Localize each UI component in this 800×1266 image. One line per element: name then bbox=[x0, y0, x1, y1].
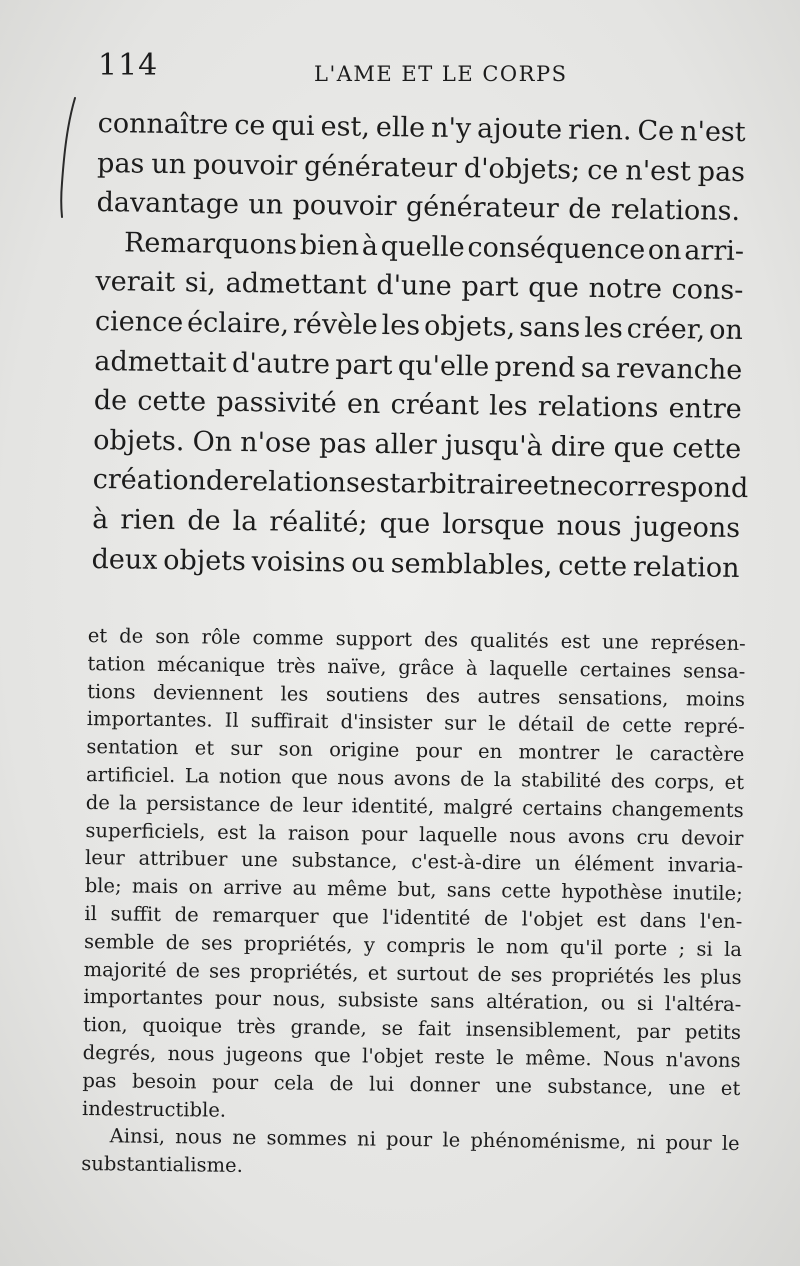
note-text-word: nous bbox=[175, 1125, 223, 1150]
main-text-line bbox=[91, 539, 739, 588]
main-text-word: pas bbox=[96, 147, 145, 180]
main-text-word: arbitraire bbox=[400, 468, 534, 502]
main-text-word: ajoute bbox=[476, 113, 563, 146]
note-text-word: comme bbox=[252, 626, 324, 650]
note-text-word: de bbox=[85, 790, 110, 815]
note-text-word: qu'il bbox=[559, 935, 604, 960]
main-text-word: d'objets; bbox=[463, 152, 581, 186]
main-text-word: rien. bbox=[567, 114, 632, 147]
note-text-word: cette bbox=[501, 879, 552, 903]
note-text-word: substance, bbox=[547, 1074, 654, 1099]
main-text-word: de bbox=[93, 385, 128, 417]
note-text-word: persistance bbox=[146, 791, 261, 816]
main-text-word: générateur bbox=[405, 191, 559, 225]
main-text-word: sa bbox=[580, 352, 611, 384]
main-text-word: jusqu'à bbox=[444, 429, 543, 462]
note-text-word: le bbox=[476, 934, 495, 958]
note-text-word: sentation bbox=[86, 735, 179, 760]
note-text-word: identité, bbox=[351, 794, 435, 819]
note-text-word: Il bbox=[224, 709, 239, 733]
note-text-word: se bbox=[381, 1016, 404, 1041]
note-text-word: donner bbox=[409, 1072, 480, 1097]
note-text-word: quoique bbox=[142, 1013, 223, 1038]
note-text-word: soutiens bbox=[325, 682, 409, 707]
note-text-word: naïve, bbox=[327, 654, 387, 679]
note-text-word: c'est-à-dire bbox=[411, 850, 522, 875]
note-text-word: son bbox=[155, 624, 190, 649]
main-text-word: qui bbox=[271, 110, 315, 143]
note-text-word: de bbox=[585, 713, 611, 737]
main-text-word: Remarquons bbox=[123, 227, 298, 261]
main-text-word: relations. bbox=[610, 194, 741, 228]
main-text-word: bien bbox=[299, 229, 360, 262]
main-text-word: d'une bbox=[376, 270, 452, 303]
note-text-word: la bbox=[118, 791, 138, 815]
note-text-word: dans bbox=[639, 908, 687, 933]
note-text-word: leur bbox=[302, 793, 343, 817]
main-text-word: créant bbox=[390, 389, 480, 422]
note-text-word: élément bbox=[574, 852, 655, 877]
note-text-word: origine bbox=[329, 738, 400, 763]
main-text-word: cience bbox=[94, 305, 184, 339]
main-text-word: pas bbox=[697, 155, 746, 188]
note-text-word: il bbox=[84, 901, 98, 926]
note-text-word: inutile; bbox=[672, 881, 743, 906]
main-text-word: arri- bbox=[684, 234, 745, 267]
note-text-word: mécanique bbox=[156, 652, 266, 677]
note-text-word: en bbox=[477, 739, 503, 764]
main-text-word: objets bbox=[163, 544, 247, 577]
note-text-word: surtout bbox=[396, 961, 469, 986]
main-text-word: ne bbox=[559, 470, 594, 503]
main-text-word: éclaire, bbox=[186, 307, 290, 340]
note-text-word: certains bbox=[522, 796, 603, 821]
note-text-word: but, bbox=[397, 877, 437, 902]
note-text-word: et bbox=[87, 623, 108, 648]
note-text-word: le bbox=[721, 1132, 740, 1156]
note-text-word: le bbox=[442, 1128, 461, 1152]
note-text-word: raison bbox=[287, 821, 350, 845]
main-text-word: admettait bbox=[94, 345, 227, 379]
note-text-word: pour bbox=[415, 739, 462, 763]
note-text-word: de bbox=[329, 1071, 354, 1096]
main-text-word: semblables, bbox=[390, 547, 553, 581]
note-text-word: importantes. bbox=[86, 707, 213, 732]
main-text-word: que bbox=[379, 507, 431, 540]
main-text-word: n'est bbox=[625, 154, 692, 187]
note-text-word: ou bbox=[600, 991, 626, 1015]
note-text-word: et bbox=[720, 1076, 741, 1100]
note-text-word: de bbox=[165, 930, 190, 955]
note-text-word: une bbox=[495, 1073, 533, 1098]
main-text-word: en bbox=[346, 388, 381, 421]
main-text-word: que bbox=[613, 431, 665, 464]
main-text-word: les bbox=[584, 312, 624, 345]
note-text-word: corps, bbox=[654, 769, 716, 794]
note-text-word: cru bbox=[636, 825, 670, 849]
note-text-word: jugeons bbox=[225, 1042, 303, 1067]
note-text-word: nous, bbox=[272, 987, 327, 1012]
note-text-word: grâce bbox=[398, 655, 455, 680]
main-text-word: si, bbox=[184, 267, 217, 300]
note-text-word: la bbox=[493, 767, 512, 792]
note-text-word: si bbox=[636, 992, 654, 1016]
page-header bbox=[98, 48, 740, 88]
main-text-word: relation bbox=[632, 551, 740, 584]
note-text-word: pour bbox=[665, 1131, 712, 1156]
note-text-word: Ainsi, bbox=[109, 1124, 166, 1149]
note-text-word: importantes bbox=[83, 985, 204, 1010]
note-text-word: ses bbox=[208, 959, 241, 983]
note-text-word: superficiels, bbox=[85, 818, 206, 844]
note-text-word: le bbox=[488, 712, 507, 736]
main-text-word: prend bbox=[494, 351, 576, 384]
note-text-word: majorité bbox=[83, 957, 167, 982]
main-text-word: entre bbox=[668, 393, 742, 426]
note-text-word: pour bbox=[361, 821, 408, 846]
note-text-word: avons bbox=[393, 766, 451, 791]
main-text-word: aller bbox=[374, 428, 438, 461]
main-text-word: n'ose bbox=[239, 426, 312, 459]
main-text-word: notre bbox=[588, 273, 663, 306]
main-text-word: n'y bbox=[430, 112, 472, 145]
note-text-word: changements bbox=[611, 797, 744, 822]
note-text-word: laquelle bbox=[489, 656, 569, 681]
main-text-word: à bbox=[91, 503, 109, 536]
note-text-word: fait bbox=[417, 1017, 452, 1041]
note-text-word: propriétés, bbox=[249, 959, 359, 984]
note-text-word: des bbox=[610, 769, 645, 793]
note-text-word: ble; bbox=[84, 874, 122, 898]
note-text-word: très bbox=[236, 1015, 276, 1039]
note-text-word: suffirait bbox=[250, 709, 329, 734]
note-text-word: représen- bbox=[650, 630, 746, 656]
main-text-word: correspond bbox=[592, 471, 749, 505]
note-text-word: l'objet bbox=[521, 907, 584, 932]
note-text-word: grande, bbox=[290, 1015, 367, 1040]
main-text-word: part bbox=[461, 271, 519, 304]
note-text-word: deviennent bbox=[152, 680, 264, 705]
note-text-word: est bbox=[560, 629, 591, 654]
note-text-word: arrive bbox=[223, 875, 283, 900]
note-text-word: degrés, bbox=[82, 1040, 157, 1065]
main-text-word: relations bbox=[537, 391, 659, 425]
note-text-word: La bbox=[184, 764, 210, 788]
note-text-word: au bbox=[292, 876, 317, 900]
note-text-word: par bbox=[636, 1019, 671, 1044]
main-text-word: connaître bbox=[97, 107, 229, 141]
note-text-word: pas bbox=[82, 1068, 117, 1093]
main-text-word: révèle bbox=[292, 308, 378, 341]
note-text-word: avons bbox=[567, 824, 625, 849]
main-text-word: un bbox=[248, 189, 284, 221]
note-text-word: plus bbox=[700, 965, 742, 989]
note-text-word: de bbox=[269, 793, 294, 817]
main-text-word: et bbox=[532, 470, 560, 502]
main-text-word: générateur bbox=[303, 150, 458, 184]
note-text-word: altération, bbox=[486, 990, 590, 1015]
note-text-word: notion bbox=[218, 764, 282, 789]
note-text-word: sans bbox=[430, 989, 475, 1014]
main-text-word: elle bbox=[375, 111, 426, 144]
note-text-word: l'altéra- bbox=[664, 992, 742, 1017]
note-text-word: nous bbox=[337, 766, 385, 790]
note-text-word: reste bbox=[434, 1045, 486, 1069]
note-text-word: un bbox=[535, 851, 561, 876]
note-text-word: caractère bbox=[649, 742, 745, 767]
note-text-word: d'insister bbox=[340, 710, 433, 735]
note-text-word: ni bbox=[636, 1131, 656, 1155]
note-text-word: propriétés bbox=[551, 963, 655, 988]
note-text-word: une bbox=[601, 630, 639, 654]
main-text-word: On bbox=[192, 426, 233, 458]
note-text-word: substantialisme. bbox=[81, 1152, 243, 1178]
main-text-word: à bbox=[361, 230, 379, 262]
note-text-word: pour bbox=[211, 1070, 259, 1094]
note-text-word: Nous bbox=[602, 1047, 655, 1071]
main-text-word: de bbox=[567, 193, 602, 226]
note-text-word: n'avons bbox=[665, 1048, 741, 1072]
main-text-word: passivité bbox=[216, 386, 337, 420]
main-text-word: admettant bbox=[225, 268, 367, 302]
note-text-word: que bbox=[314, 1043, 351, 1068]
main-text-word: rien bbox=[120, 504, 176, 537]
note-text-word: ses bbox=[200, 931, 233, 955]
note-text-word: le bbox=[496, 1045, 515, 1070]
main-text-word: quelle bbox=[380, 230, 465, 263]
main-text-word: ou bbox=[351, 547, 386, 579]
note-text-word: et bbox=[367, 961, 388, 985]
note-text-word: que bbox=[332, 904, 369, 929]
note-text-word: la bbox=[258, 820, 277, 844]
main-text-word: pas bbox=[318, 427, 367, 460]
note-text-word: ses bbox=[510, 962, 543, 987]
main-text-word: pouvoir bbox=[292, 189, 397, 223]
main-text-word: d'autre bbox=[231, 347, 331, 380]
note-text-word: cette bbox=[622, 713, 673, 738]
note-text-word: les bbox=[280, 681, 309, 706]
note-text-word: une bbox=[668, 1075, 706, 1100]
note-text-word: et bbox=[194, 736, 215, 760]
note-text-word: nous bbox=[167, 1041, 215, 1066]
note-text-word: de bbox=[460, 767, 485, 791]
note-text-word: de bbox=[477, 962, 502, 986]
note-text-word: de bbox=[174, 903, 199, 927]
main-text-word: créer, bbox=[626, 313, 706, 346]
note-text-word: indestructible. bbox=[81, 1096, 227, 1122]
note-text-word: le bbox=[615, 741, 634, 765]
note-text-word: leur bbox=[84, 846, 125, 870]
note-text-word: support bbox=[335, 627, 413, 651]
main-text-word: on bbox=[708, 314, 744, 346]
main-text-word: objets, bbox=[423, 310, 516, 343]
note-text-word: très bbox=[276, 654, 316, 678]
main-text-word: est bbox=[359, 468, 401, 500]
main-text-word: Ce bbox=[637, 115, 675, 148]
note-text-word: invaria- bbox=[667, 853, 744, 878]
note-text-word: propriétés, bbox=[243, 931, 353, 957]
main-text-word: la bbox=[232, 505, 258, 538]
note-text-word: l'objet bbox=[361, 1044, 424, 1069]
note-text-word: remarquer bbox=[212, 903, 319, 928]
main-text-word: part bbox=[335, 348, 393, 381]
main-text-word: ce bbox=[587, 154, 619, 186]
note-text-word: la bbox=[723, 937, 743, 961]
note-text-word: subsiste bbox=[337, 988, 419, 1013]
note-text-word: de bbox=[119, 624, 144, 648]
main-text-word: n'est bbox=[679, 116, 746, 149]
note-text-word: autres bbox=[477, 684, 541, 709]
note-text-word: y bbox=[363, 933, 376, 957]
main-text-word: dire bbox=[550, 431, 606, 463]
note-text-word: cela bbox=[273, 1071, 315, 1095]
note-text-word: repré- bbox=[683, 714, 745, 739]
note-text-word: les bbox=[663, 964, 692, 988]
main-text-word: verait bbox=[95, 266, 176, 299]
note-text-word: des bbox=[423, 628, 459, 652]
note-text-word: mais bbox=[131, 874, 179, 899]
main-text-word: ce bbox=[234, 109, 266, 142]
note-text-body bbox=[81, 622, 746, 1186]
note-text-word: artificiel. bbox=[85, 762, 176, 788]
main-text-word: deux bbox=[91, 543, 158, 576]
note-text-word: semble bbox=[83, 929, 155, 954]
main-text-word: relations bbox=[239, 466, 361, 500]
main-text-word: est, bbox=[320, 111, 371, 143]
note-text-word: devoir bbox=[680, 825, 744, 850]
note-text-word: attribuer bbox=[138, 847, 228, 872]
main-text-word: objets. bbox=[93, 424, 185, 457]
main-text-body bbox=[91, 104, 749, 588]
note-text-word: même. bbox=[525, 1046, 592, 1071]
main-text-word: voisins bbox=[251, 545, 346, 579]
note-text-word: laquelle bbox=[418, 822, 498, 847]
note-text-word: lui bbox=[368, 1072, 395, 1096]
note-text-word: son bbox=[278, 737, 314, 761]
main-text-word: qu'elle bbox=[397, 349, 490, 383]
main-text-word: un bbox=[151, 148, 187, 180]
main-text-word: pouvoir bbox=[192, 148, 298, 182]
main-text-word: on bbox=[647, 234, 682, 266]
main-text-word: que bbox=[528, 272, 580, 305]
main-text-word: nous bbox=[556, 510, 622, 543]
note-text-word: des bbox=[425, 683, 461, 708]
note-text-word: sensations, bbox=[557, 685, 669, 710]
main-text-word: cons- bbox=[671, 274, 744, 307]
note-text-word: sans bbox=[446, 878, 492, 903]
note-text-word: si bbox=[696, 937, 713, 961]
note-text-word: moins bbox=[685, 686, 746, 711]
margin-pencil-mark bbox=[58, 95, 80, 220]
note-text-word: même bbox=[326, 877, 388, 901]
note-text-word: ; bbox=[678, 937, 686, 961]
note-text-word: que bbox=[291, 765, 328, 789]
note-text-word: besoin bbox=[131, 1069, 197, 1094]
note-text-word: l'identité bbox=[382, 905, 471, 930]
main-text-word: sans bbox=[518, 311, 581, 344]
main-text-word: revanche bbox=[615, 352, 743, 386]
note-text-word: sur bbox=[230, 736, 263, 761]
note-text-word: est bbox=[596, 908, 627, 932]
note-text-word: insensiblement, bbox=[465, 1017, 622, 1043]
note-text-word: est bbox=[217, 820, 247, 844]
main-text-word: davantage bbox=[96, 187, 240, 221]
main-text-word: cette bbox=[137, 385, 207, 418]
page-number: 114 bbox=[98, 48, 159, 83]
main-text-word: jugeons bbox=[633, 511, 741, 544]
note-text-word: de bbox=[175, 958, 201, 982]
running-title: L'AME ET LE CORPS bbox=[314, 62, 568, 86]
note-text-word: pour bbox=[385, 1128, 433, 1152]
main-text-word: lorsque bbox=[442, 508, 545, 542]
main-text-word: les bbox=[381, 309, 421, 342]
note-text-word: certaines bbox=[579, 657, 672, 682]
main-text-word: de bbox=[205, 465, 240, 498]
note-text-word: ni bbox=[356, 1127, 377, 1151]
note-text-word: compris bbox=[386, 933, 466, 958]
main-text-word: réalité; bbox=[269, 506, 368, 539]
note-text-word: malgré bbox=[443, 795, 514, 819]
main-text-word: les bbox=[488, 390, 528, 423]
note-text-word: hypothèse bbox=[561, 879, 663, 905]
note-text-word: détail bbox=[517, 712, 575, 737]
note-text-word: et bbox=[724, 770, 745, 795]
note-text-word: nous bbox=[509, 823, 557, 848]
note-text-word: de bbox=[483, 906, 509, 931]
note-text-word: montrer bbox=[518, 740, 600, 765]
main-text-word: de bbox=[187, 505, 221, 537]
note-text-word: ne bbox=[232, 1126, 257, 1150]
note-text-word: nom bbox=[505, 934, 549, 959]
note-text-word: tions bbox=[87, 679, 136, 704]
note-text-word: sur bbox=[444, 711, 477, 736]
note-text-word: pour bbox=[214, 986, 262, 1011]
main-text-word: création bbox=[92, 464, 207, 497]
note-text-word: qualités bbox=[470, 628, 549, 653]
note-text-word: une bbox=[241, 848, 279, 872]
main-text-word: conséquence bbox=[467, 231, 646, 266]
note-text-word: petits bbox=[684, 1020, 742, 1045]
note-text-word: phénoménisme, bbox=[470, 1129, 627, 1154]
note-text-word: rôle bbox=[201, 625, 241, 649]
note-text-word: l'en- bbox=[699, 909, 743, 933]
note-text-word: stabilité bbox=[521, 768, 602, 793]
main-text-word: cette bbox=[558, 550, 628, 582]
note-text-word: tation bbox=[87, 651, 146, 676]
note-text-word: sommes bbox=[266, 1126, 348, 1151]
note-text-word: suffit bbox=[110, 902, 162, 926]
note-text-word: porte bbox=[614, 936, 668, 960]
note-text-word: on bbox=[188, 875, 214, 899]
note-text-word: sensa- bbox=[682, 659, 746, 683]
main-text-word: cette bbox=[672, 432, 742, 465]
note-text-word: substance, bbox=[291, 848, 398, 874]
note-text-word: tion, bbox=[82, 1013, 128, 1037]
note-text-word: à bbox=[465, 656, 478, 680]
